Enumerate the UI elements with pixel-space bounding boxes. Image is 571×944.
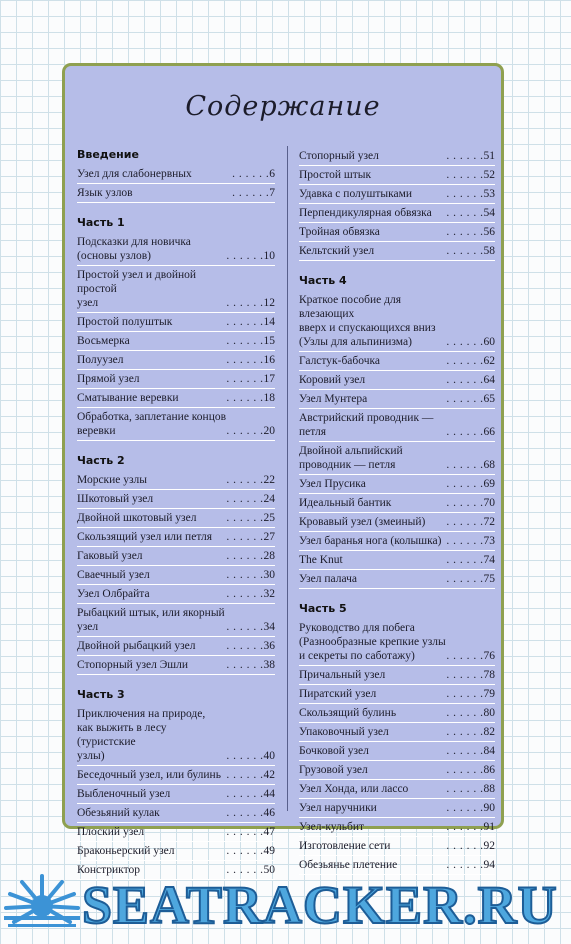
entry-page-number: . . . 84 (446, 744, 495, 758)
entry-title: Скользящий узел или петля (77, 531, 213, 543)
toc-entry[interactable] (299, 475, 495, 494)
entry-page-number: . . . 79 (446, 687, 495, 701)
entry-title: Перпендикулярная обвязка (299, 207, 432, 219)
entry-page-number: . . . 36 (226, 639, 275, 653)
entry-page-number: . . . 62 (446, 354, 495, 368)
toc-entry[interactable] (77, 184, 275, 203)
entry-title: Узел палача (299, 573, 358, 585)
entry-page-number: . . . 60 (446, 335, 495, 349)
toc-entry[interactable] (299, 551, 495, 570)
entry-page-number: . . . 58 (446, 244, 495, 258)
contents-column-right (299, 147, 495, 887)
entry-page-number: . . . 90 (446, 801, 495, 815)
entry-page-number: . . . 7 (232, 186, 275, 200)
entry-title: Обезьяний кулак (77, 807, 160, 819)
toc-entry[interactable] (299, 704, 495, 723)
toc-entry[interactable] (77, 766, 275, 785)
entry-title: Гаковый узел (77, 550, 143, 562)
entry-title: Язык узлов (77, 187, 133, 199)
entry-title: Констриктор (77, 864, 140, 876)
entry-page-number: . . . 76 (446, 649, 495, 663)
toc-entry[interactable] (299, 185, 495, 204)
entry-title: Простой узел и двойной простой узел (77, 269, 197, 309)
entry-page-number: . . . 65 (446, 392, 495, 406)
entry-title: Двойной рыбацкий узел (77, 640, 196, 652)
entry-title: Двойной шкотовый узел (77, 512, 197, 524)
entry-page-number: . . . 53 (446, 187, 495, 201)
entry-page-number: . . . 22 (226, 473, 275, 487)
contents-panel (62, 63, 504, 876)
toc-entry[interactable] (77, 604, 275, 637)
section-heading: Часть 4 (299, 274, 347, 287)
entry-title: Приключения на природе, как выжить в лесу (туристские узлы) (77, 708, 206, 762)
toc-entry[interactable] (299, 291, 495, 352)
entry-page-number: . . . 52 (446, 168, 495, 182)
entry-page-number: . . . 69 (446, 477, 495, 491)
sun-icon (4, 872, 80, 934)
entry-page-number: . . . 50 (226, 863, 275, 877)
entry-page-number: . . . 16 (226, 353, 275, 367)
toc-section (299, 273, 495, 589)
entry-title: Шкотовый узел (77, 493, 154, 505)
toc-entry[interactable] (77, 266, 275, 313)
toc-section (77, 453, 275, 675)
entry-page-number: . . . 44 (226, 787, 275, 801)
entry-title: Тройная обвязка (299, 226, 380, 238)
toc-section (299, 601, 495, 875)
entry-title: Простой полуштык (77, 316, 173, 328)
contents-column-left (77, 147, 275, 892)
entry-page-number: . . . 46 (226, 806, 275, 820)
toc-entry[interactable] (299, 742, 495, 761)
entry-title: Узел-кульбит (299, 821, 365, 833)
toc-entry[interactable] (299, 147, 495, 166)
entry-title: Обезьянье плетение (299, 859, 398, 871)
section-heading: Часть 5 (299, 602, 347, 615)
entry-page-number: . . . 6 (232, 167, 275, 181)
toc-entry[interactable] (299, 818, 495, 837)
entry-page-number: . . . 25 (226, 511, 275, 525)
toc-entry[interactable] (299, 837, 495, 856)
toc-entry[interactable] (299, 223, 495, 242)
section-heading: Часть 3 (77, 688, 125, 701)
entry-page-number: . . . 10 (226, 249, 275, 263)
toc-entry[interactable] (77, 233, 275, 266)
entry-page-number: . . . 91 (446, 820, 495, 834)
entry-title: Коровий узел (299, 374, 366, 386)
toc-entry[interactable] (299, 371, 495, 390)
entry-page-number: . . . 56 (446, 225, 495, 239)
toc-entry[interactable] (77, 804, 275, 823)
toc-entry[interactable] (299, 780, 495, 799)
toc-entry[interactable] (299, 570, 495, 589)
entry-title: Узел Хонда, или лассо (299, 783, 409, 795)
entry-title: Сматывание веревки (77, 392, 179, 404)
toc-entry[interactable] (299, 409, 495, 442)
entry-page-number: . . . 70 (446, 496, 495, 510)
toc-entry[interactable] (77, 332, 275, 351)
entry-title: Скользящий булинь (299, 707, 397, 719)
column-divider (287, 146, 288, 811)
toc-entry[interactable] (77, 165, 275, 184)
toc-entry[interactable] (77, 370, 275, 389)
toc-entry[interactable] (77, 509, 275, 528)
entry-page-number: . . . 20 (226, 424, 275, 438)
entry-title: Морские узлы (77, 474, 148, 486)
toc-entry[interactable] (77, 471, 275, 490)
entry-page-number: . . . 73 (446, 534, 495, 548)
toc-entry[interactable] (299, 166, 495, 185)
toc-entry[interactable] (77, 566, 275, 585)
entry-page-number: . . . 64 (446, 373, 495, 387)
section-heading: Часть 2 (77, 454, 125, 467)
toc-entry[interactable] (77, 585, 275, 604)
entry-title: Узел наручники (299, 802, 377, 814)
entry-title: Руководство для побега (Разнообразные крепкие узлы и секреты по саботажу) (299, 622, 446, 662)
entry-page-number: . . . 30 (226, 568, 275, 582)
toc-entry[interactable] (77, 705, 275, 766)
toc-entry[interactable] (299, 390, 495, 409)
toc-entry[interactable] (299, 666, 495, 685)
entry-title: Австрийский проводник — петля (299, 412, 434, 438)
toc-entry[interactable] (299, 242, 495, 261)
entry-page-number: . . . 72 (446, 515, 495, 529)
toc-entry[interactable] (77, 490, 275, 509)
entry-page-number: . . . 92 (446, 839, 495, 853)
entry-title: Простой штык (299, 169, 372, 181)
entry-page-number: . . . 49 (226, 844, 275, 858)
entry-page-number: . . . 82 (446, 725, 495, 739)
toc-entry[interactable] (77, 408, 275, 441)
entry-page-number: . . . 86 (446, 763, 495, 777)
toc-entry[interactable] (299, 761, 495, 780)
entry-title: Узел Прусика (299, 478, 366, 490)
entry-title: Рыбацкий штык, или якорный узел (77, 607, 225, 633)
toc-entry[interactable] (77, 637, 275, 656)
toc-entry[interactable] (299, 494, 495, 513)
section-heading: Введение (77, 148, 139, 161)
entry-page-number: . . . 74 (446, 553, 495, 567)
entry-title: Сваечный узел (77, 569, 150, 581)
entry-title: Стопорный узел Эшли (77, 659, 189, 671)
entry-title: Узел баранья нога (колышка) (299, 535, 442, 547)
entry-title: Бочковой узел (299, 745, 369, 757)
toc-section (77, 215, 275, 441)
entry-page-number: . . . 54 (446, 206, 495, 220)
entry-title: Плоский узел (77, 826, 145, 838)
entry-page-number: . . . 78 (446, 668, 495, 682)
entry-title: Узел для слабонервных (77, 168, 192, 180)
toc-entry[interactable] (299, 352, 495, 371)
entry-page-number: . . . 32 (226, 587, 275, 601)
toc-section (77, 147, 275, 203)
entry-page-number: . . . 17 (226, 372, 275, 386)
toc-entry[interactable] (299, 204, 495, 223)
entry-page-number: . . . 42 (226, 768, 275, 782)
entry-title: Галстук-бабочка (299, 355, 381, 367)
entry-title: Выбленочный узел (77, 788, 171, 800)
entry-title: The Knut (299, 554, 343, 566)
entry-title: Обработка, заплетание концов веревки (77, 411, 227, 437)
toc-entry[interactable] (299, 619, 495, 666)
watermark-text: SEATRACKER.RU (82, 875, 558, 935)
entry-page-number: . . . 24 (226, 492, 275, 506)
entry-page-number: . . . 40 (226, 749, 275, 763)
entry-page-number: . . . 80 (446, 706, 495, 720)
entry-title: Подсказки для новичка (основы узлов) (77, 236, 191, 262)
entry-title: Узел Олбрайта (77, 588, 150, 600)
entry-title: Кровавый узел (змеиный) (299, 516, 426, 528)
entry-page-number: . . . 75 (446, 572, 495, 586)
toc-entry[interactable] (77, 313, 275, 332)
entry-page-number: . . . 66 (446, 425, 495, 439)
entry-title: Прямой узел (77, 373, 140, 385)
entry-page-number: . . . 34 (226, 620, 275, 634)
entry-page-number: . . . 88 (446, 782, 495, 796)
entry-title: Краткое пособие для влезающих вверх и спускающихся вниз (Узлы для альпинизма) (299, 294, 436, 348)
entry-title: Стопорный узел (299, 150, 379, 162)
toc-section (77, 687, 275, 880)
entry-title: Восьмерка (77, 335, 130, 347)
entry-page-number: . . . 18 (226, 391, 275, 405)
toc-entry[interactable] (299, 532, 495, 551)
toc-entry[interactable] (299, 513, 495, 532)
toc-entry[interactable] (77, 351, 275, 370)
page-title: Содержание (185, 91, 381, 122)
entry-page-number: . . . 94 (446, 858, 495, 872)
entry-page-number: . . . 68 (446, 458, 495, 472)
toc-entry[interactable] (77, 842, 275, 861)
entry-page-number: . . . 27 (226, 530, 275, 544)
entry-title: Пиратский узел (299, 688, 377, 700)
entry-title: Упаковочный узел (299, 726, 389, 738)
entry-title: Удавка с полуштыками (299, 188, 413, 200)
toc-entry[interactable] (77, 547, 275, 566)
entry-page-number: . . . 12 (226, 296, 275, 310)
toc-entry[interactable] (299, 799, 495, 818)
toc-entry[interactable] (299, 723, 495, 742)
entry-page-number: . . . 28 (226, 549, 275, 563)
entry-title: Браконьерский узел (77, 845, 175, 857)
toc-entry[interactable] (77, 823, 275, 842)
entry-title: Полуузел (77, 354, 124, 366)
entry-title: Кельтский узел (299, 245, 375, 257)
entry-page-number: . . . 15 (226, 334, 275, 348)
watermark-footer (0, 868, 571, 944)
entry-page-number: . . . 38 (226, 658, 275, 672)
entry-title: Грузовой узел (299, 764, 368, 776)
toc-entry[interactable] (299, 442, 495, 475)
toc-section (299, 147, 495, 261)
entry-title: Беседочный узел, или булинь (77, 769, 221, 781)
toc-entry[interactable] (299, 685, 495, 704)
toc-entry[interactable] (77, 656, 275, 675)
section-heading: Часть 1 (77, 216, 125, 229)
entry-title: Узел Мунтера (299, 393, 368, 405)
entry-page-number: . . . 51 (446, 149, 495, 163)
entry-title: Изготовление сети (299, 840, 391, 852)
toc-entry[interactable] (77, 528, 275, 547)
entry-title: Идеальный бантик (299, 497, 392, 509)
toc-entry[interactable] (77, 389, 275, 408)
toc-entry[interactable] (77, 785, 275, 804)
entry-page-number: . . . 14 (226, 315, 275, 329)
entry-page-number: . . . 47 (226, 825, 275, 839)
entry-title: Причальный узел (299, 669, 386, 681)
entry-title: Двойной альпийский проводник — петля (299, 445, 403, 471)
